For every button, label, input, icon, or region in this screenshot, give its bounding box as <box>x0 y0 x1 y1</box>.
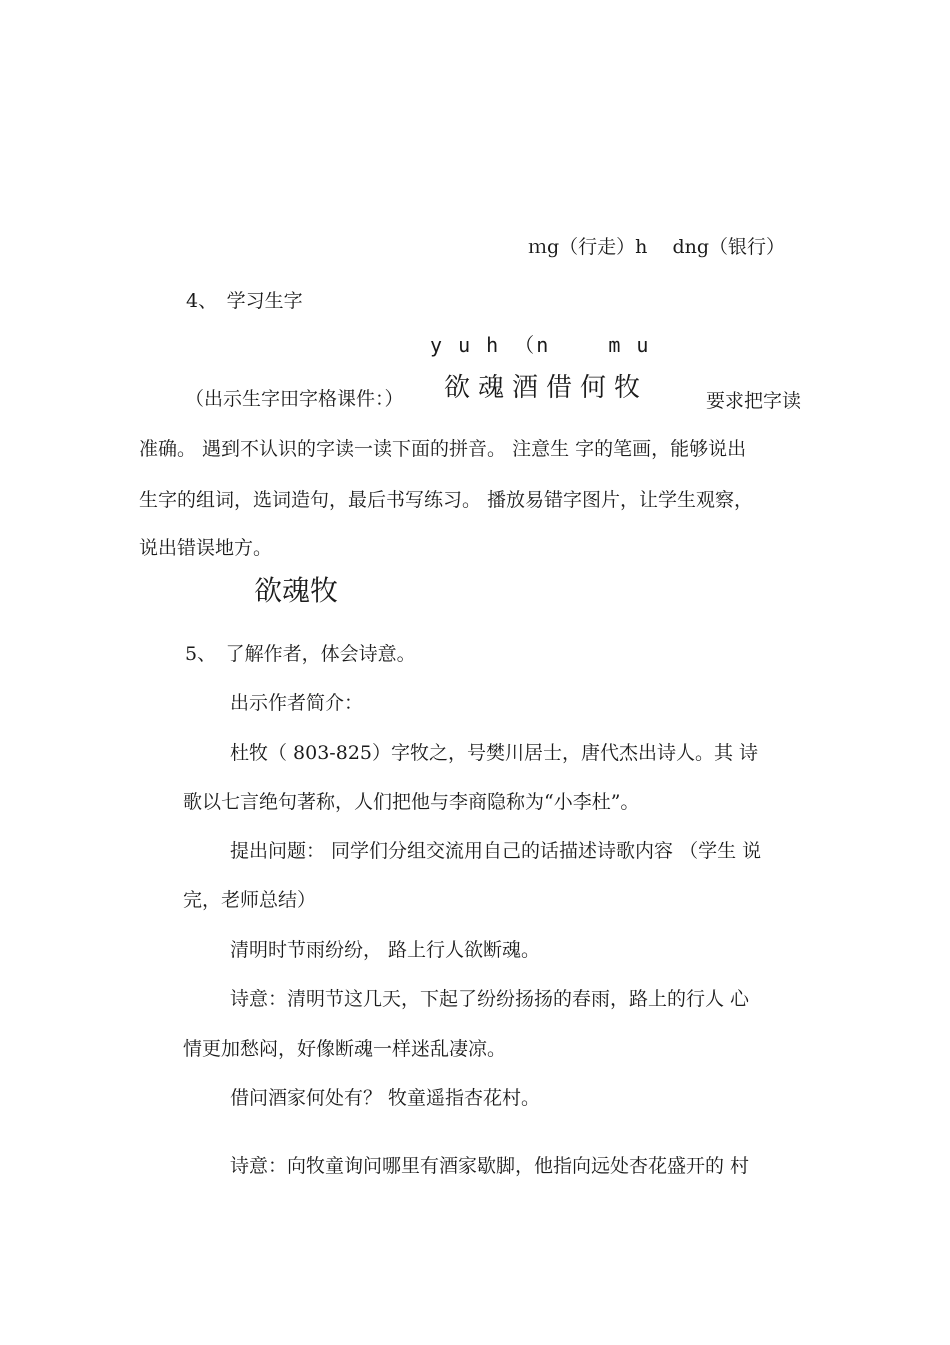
poem-line-1: 清明时节雨纷纷， 路上行人欲断魂。 <box>230 939 541 961</box>
error-prone-characters: 欲魂牧 <box>254 574 339 607</box>
poem-line-2: 借问酒家何处有？ 牧童遥指杏花村。 <box>230 1087 541 1109</box>
question-line-2: 完，老师总结） <box>183 889 317 911</box>
item-4-heading: 4、 学习生字 <box>186 290 303 312</box>
author-bio-line-1: 杜牧（ 803-825）字牧之，号樊川居士，唐代杰出诗人。其 诗 <box>230 742 759 764</box>
character-pinyin: y u h （n m u <box>430 333 651 357</box>
paragraph-1-suffix: 要求把字读 <box>706 390 802 412</box>
item-5-heading: 5、 了解作者，体会诗意。 <box>185 643 416 665</box>
question-line-1: 提出问题： 同学们分组交流用自己的话描述诗歌内容 （学生 说 <box>230 840 762 862</box>
paragraph-1-line-4: 说出错误地方。 <box>139 537 273 559</box>
paragraph-1-prefix: （出示生字田字格课件：） <box>185 388 404 410</box>
pinyin-example-line: ｍg（行走）h dng（银行） <box>528 236 786 258</box>
new-characters: 欲魂酒借何牧 <box>444 373 649 403</box>
poem-meaning-1-line-2: 情更加愁闷，好像断魂一样迷乱凄凉。 <box>183 1038 507 1060</box>
paragraph-1-line-3: 生字的组词，选词造句，最后书写练习。 播放易错字图片，让学生观察， <box>139 489 754 511</box>
author-intro-label: 出示作者简介： <box>230 692 364 714</box>
poem-meaning-1-line-1: 诗意：清明节这几天，下起了纷纷扬扬的春雨，路上的行人 心 <box>230 988 750 1010</box>
paragraph-1-line-2: 准确。 遇到不认识的字读一读下面的拼音。 注意生 字的笔画，能够说出 <box>139 438 747 460</box>
author-bio-line-2: 歌以七言绝句著称，人们把他与李商隐称为“小李杜”。 <box>183 791 640 813</box>
poem-meaning-2-line-1: 诗意：向牧童询问哪里有酒家歇脚，他指向远处杏花盛开的 村 <box>230 1155 750 1177</box>
